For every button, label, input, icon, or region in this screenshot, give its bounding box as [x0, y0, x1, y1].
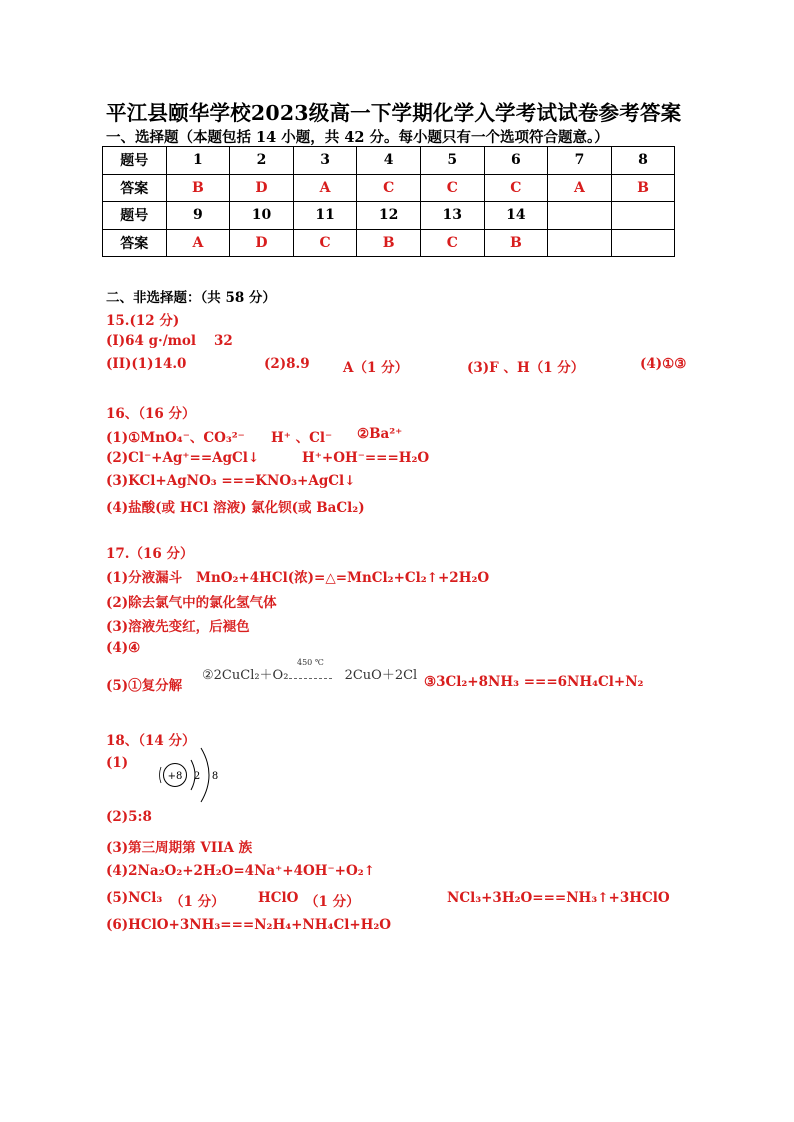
answer-cell: [611, 229, 675, 257]
q17-answer: (5)①复分解: [106, 678, 183, 694]
question-number: 9: [166, 202, 230, 230]
answer-cell: A: [548, 174, 612, 202]
answer-cell: B: [484, 229, 548, 257]
q17-answer: ③3Cl₂+8NH₃ ===6NH₄Cl+N₂: [424, 674, 644, 690]
question-number: 6: [484, 147, 548, 175]
equation-left: ②2CuCl₂＋O₂: [202, 668, 289, 683]
nucleus-arc-left: [160, 767, 162, 783]
q16-heading: 16、（16 分）: [106, 406, 196, 422]
electron-shell-2: [201, 748, 209, 802]
q17-heading: 17.（16 分）: [106, 546, 194, 562]
q15-answer: (2)8.9: [264, 356, 310, 372]
page-title: 平江县颐华学校2023级高一下学期化学入学考试试卷参考答案: [106, 101, 682, 125]
q15-answer: (I)64 g·/mol: [106, 333, 197, 349]
section-1-heading: 一、选择题（本题包括 14 小题，共 42 分。每小题只有一个选项符合题意。）: [106, 129, 609, 146]
q17-answer: (2)除去氯气中的氯化氢气体: [106, 595, 277, 611]
answer-cell: B: [611, 174, 675, 202]
q15-heading: 15.(12 分): [106, 313, 180, 329]
q18-answer: （1 分）: [305, 894, 360, 910]
row-label: 题号: [103, 202, 167, 230]
answer-cell: D: [230, 229, 294, 257]
q15-answer: (3)F 、H（1 分）: [467, 360, 585, 376]
row-label: 答案: [103, 229, 167, 257]
q15-answer: A（1 分）: [343, 360, 409, 376]
table-row: [103, 174, 675, 202]
question-number: 8: [611, 147, 675, 175]
q18-answer: (4)2Na₂O₂+2H₂O=4Na⁺+4OH⁻+O₂↑: [106, 863, 375, 879]
equals-sign: [284, 678, 332, 679]
question-number: 5: [420, 147, 484, 175]
q16-answer: (2)Cl⁻+Ag⁺==AgCl↓: [106, 450, 260, 466]
table-row: [103, 229, 675, 257]
row-label: 答案: [103, 174, 167, 202]
q16-answer: H⁺ 、Cl⁻: [271, 430, 333, 446]
question-number: 1: [166, 147, 230, 175]
answer-cell: [548, 229, 612, 257]
answer-cell: C: [420, 174, 484, 202]
q18-answer: HClO: [258, 890, 299, 906]
q16-answer: (3)KCl+AgNO₃ ===KNO₃+AgCl↓: [106, 473, 356, 489]
question-number: 2: [230, 147, 294, 175]
question-number: 12: [357, 202, 421, 230]
atom-structure-diagram: [153, 745, 228, 805]
q18-answer: (5)NCl₃: [106, 890, 163, 906]
answer-cell: C: [484, 174, 548, 202]
q18-heading: 18、（14 分）: [106, 733, 196, 749]
answer-cell: D: [230, 174, 294, 202]
section-2-heading: 二、非选择题：（共 58 分）: [106, 290, 276, 306]
table-row: [103, 202, 675, 230]
q18-answer: (3)第三周期第 VIIA 族: [106, 840, 253, 856]
question-number: 11: [293, 202, 357, 230]
table-row: [103, 147, 675, 175]
answer-cell: A: [166, 229, 230, 257]
nucleus-charge: +8: [167, 771, 183, 782]
q18-answer: (6)HClO+3NH₃===N₂H₄+NH₄Cl+H₂O: [106, 917, 392, 933]
question-number: 4: [357, 147, 421, 175]
answer-cell: B: [166, 174, 230, 202]
answer-cell: A: [293, 174, 357, 202]
answer-cell: C: [420, 229, 484, 257]
reaction-condition: 450 ℃: [297, 658, 324, 667]
question-number: [548, 202, 612, 230]
q16-answer: (4)盐酸(或 HCl 溶液) 氯化钡(或 BaCl₂): [106, 500, 365, 516]
q17-answer: (1)分液漏斗: [106, 570, 183, 586]
q16-answer: (1)①MnO₄⁻、CO₃²⁻: [106, 430, 245, 446]
q15-answer: (4)①③: [640, 356, 687, 372]
q18-answer: (1): [106, 755, 129, 771]
q16-answer: ②Ba²⁺: [357, 426, 403, 442]
answer-cell: C: [357, 174, 421, 202]
shell-1-electrons: 2: [193, 771, 201, 782]
question-number: 7: [548, 147, 612, 175]
answer-cell: C: [293, 229, 357, 257]
q15-answer: 32: [214, 333, 233, 349]
q17-answer: MnO₂+4HCl(浓)=△=MnCl₂+Cl₂↑+2H₂O: [196, 570, 490, 586]
question-number: [611, 202, 675, 230]
equation-image: [202, 658, 418, 683]
q17-answer: (3)溶液先变红，后褪色: [106, 619, 250, 635]
q18-answer: （1 分）: [170, 894, 225, 910]
shell-2-electrons: 8: [211, 771, 219, 782]
question-number: 14: [484, 202, 548, 230]
answer-table: [102, 146, 675, 257]
q15-answer: (II)(1)14.0: [106, 356, 187, 372]
question-number: 10: [230, 202, 294, 230]
question-number: 13: [420, 202, 484, 230]
answer-cell: B: [357, 229, 421, 257]
q18-answer: (2)5:8: [106, 809, 152, 825]
q18-answer: NCl₃+3H₂O===NH₃↑+3HClO: [447, 890, 670, 906]
equation-right: 2CuO＋2Cl: [344, 668, 418, 683]
row-label: 题号: [103, 147, 167, 175]
q16-answer: H⁺+OH⁻===H₂O: [302, 450, 430, 466]
q17-answer: (4)④: [106, 640, 141, 656]
question-number: 3: [293, 147, 357, 175]
